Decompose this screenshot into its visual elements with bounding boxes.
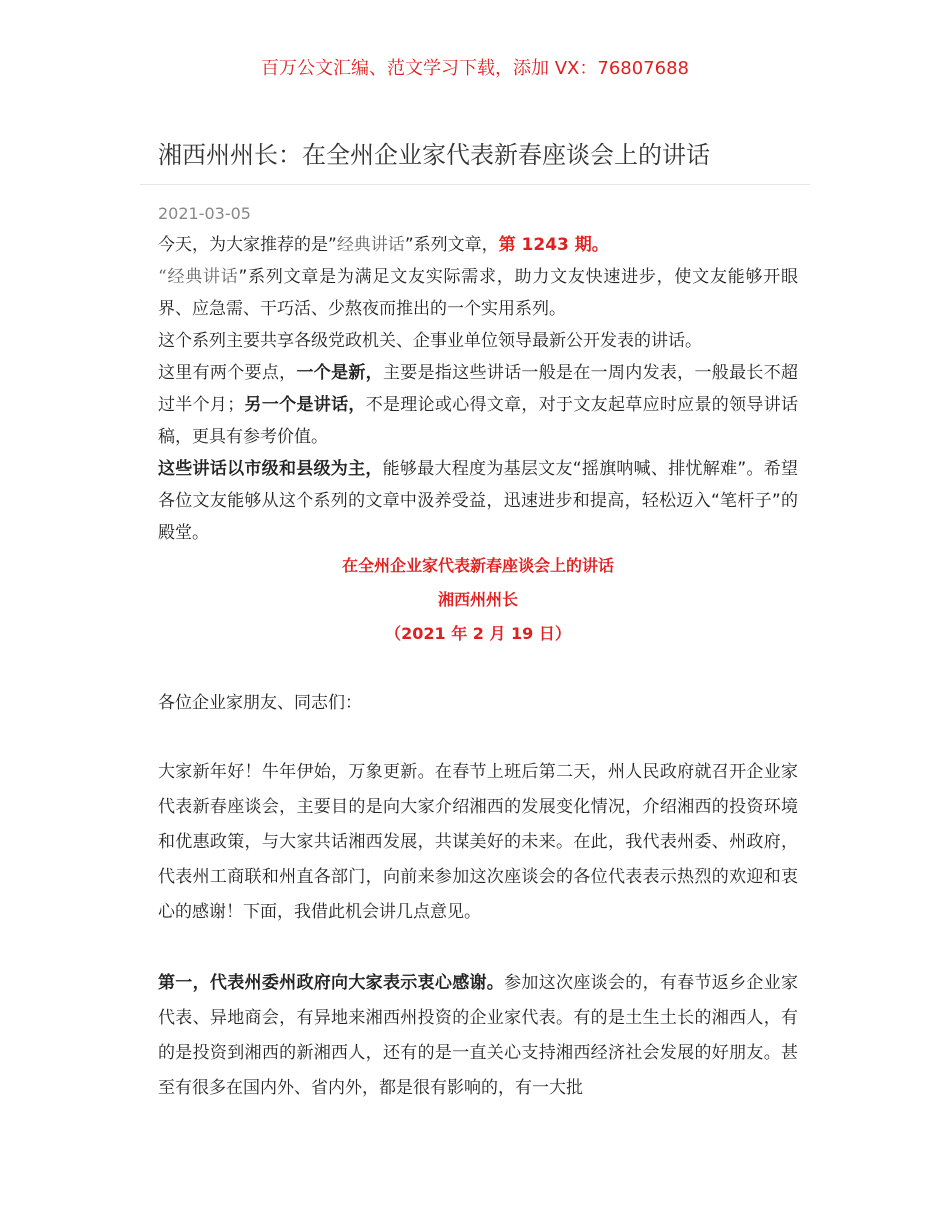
intro-text: ”系列文章是为满足文友实际需求，助力文友快速进步，使文友能够开眼界、应急需、干巧活、少熬夜而推出的一个实用系列。 [158,267,799,319]
speech-salutation: 各位企业家朋友、同志们： [158,693,362,713]
promo-banner: 百万公文汇编、范文学习下载，添加 VX：76807688 [261,58,689,79]
spacer [158,930,798,966]
series-name: 经典讲话 [336,235,405,255]
key-point: 一个是新， [296,363,383,383]
paragraph-text: 参加这次座谈会的，有春节返乡企业家代表、异地商会，有异地来湘西州投资的企业家代表。有的是土生土长的湘西人，有的是投资到湘西的新湘西人，还有的是一直关心支持湘西经济社会发展的好朋友。甚至有很多在国内外、省内外，都是很有影响的，有一大批 [158,973,799,1098]
spacer [158,719,798,755]
speech-date: （2021 年 2 月 19 日） [385,624,571,643]
issue-number: 第 1243 期。 [498,235,609,255]
intro-paragraph-4 [158,357,798,453]
key-point: 这些讲话以市级和县级为主， [158,459,383,479]
spacer [158,651,798,687]
intro-text: ”系列文章， [404,235,499,255]
intro-paragraph-2 [158,261,798,325]
intro-text: 这里有两个要点， [158,363,297,383]
article-title: 湘西州州长：在全州企业家代表新春座谈会上的讲话 [158,141,710,169]
intro-text: 不是理论或心得文章，对于文友起草应时应景的领导讲话稿，更具有参考价值。 [158,395,799,447]
speech-heading: 在全州企业家代表新春座谈会上的讲话 [341,556,614,575]
intro-paragraph-3: 这个系列主要共享各级党政机关、企事业单位领导最新公开发表的讲话。 [158,331,702,351]
intro-paragraph-1 [158,229,798,261]
speech-speaker: 湘西州州长 [437,590,518,609]
speech-paragraph-2 [158,966,798,1106]
intro-text: 能够最大程度为基层文友“摇旗呐喊、排忧解难”。希望各位文友能够从这个系列的文章中汲养受益，迅速进步和提高，轻松迈入“笔杆子”的殿堂。 [158,459,798,543]
title-divider [140,184,810,185]
article-date: 2021-03-05 [158,204,251,223]
series-name: 经典讲话 [166,267,239,287]
intro-text: “ [158,267,167,287]
key-point: 另一个是讲话， [244,395,366,415]
section-heading: 第一，代表州委州政府向大家表示衷心感谢。 [158,973,505,993]
intro-paragraph-5 [158,453,798,549]
intro-text: 主要是指这些讲话一般是在一周内发表，一般最长不超过半个月； [158,363,799,415]
article-body [158,229,798,1106]
intro-text: 今天，为大家推荐的是” [158,235,337,255]
speech-paragraph-1: 大家新年好！牛年伊始，万象更新。在春节上班后第二天，州人民政府就召开企业家代表新春座谈会，主要目的是向大家介绍湘西的发展变化情况，介绍湘西的投资环境和优惠政策，与大家共话湘西发展，共谋美好的未来。在此，我代表州委、州政府，代表州工商联和州直各部门，向前来参加这次座谈会的各位代表表示热烈的欢迎和衷心的感谢！下面，我借此机会讲几点意见。 [158,762,798,922]
